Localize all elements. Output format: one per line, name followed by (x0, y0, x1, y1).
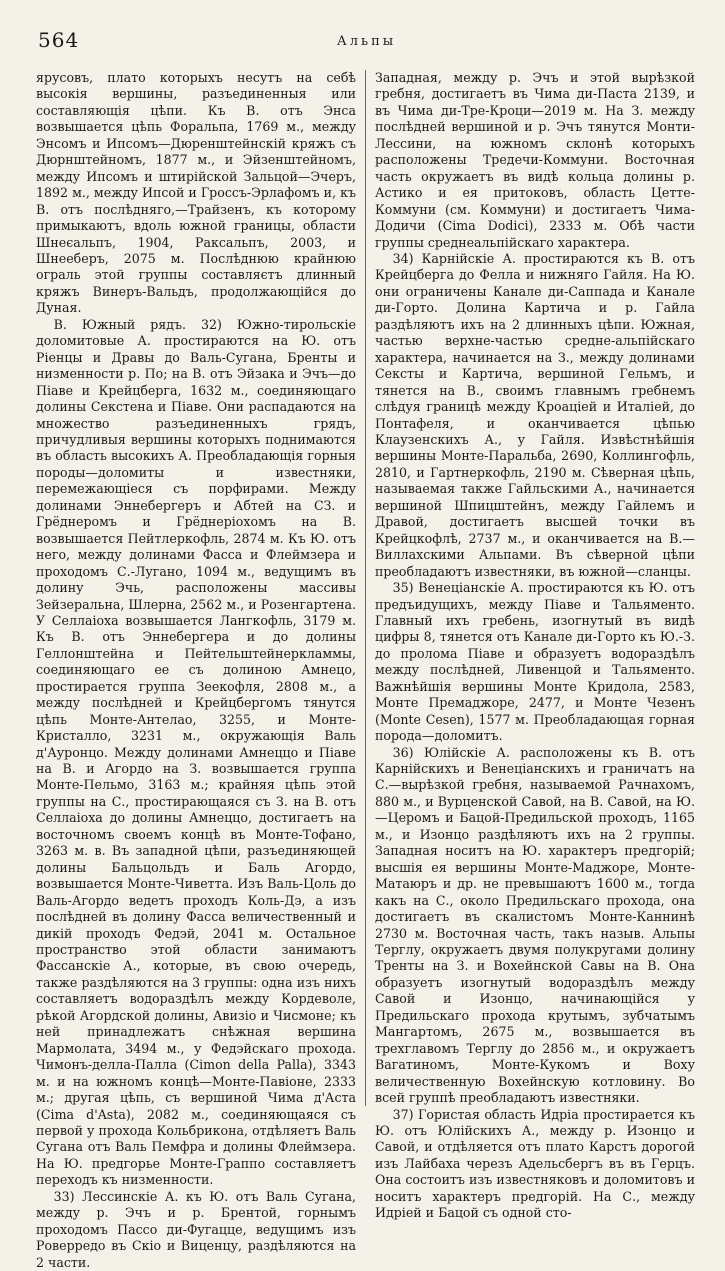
left-column (36, 70, 366, 1270)
page-number: 564 (38, 28, 80, 52)
text-columns (36, 70, 695, 1270)
paragraph: 33) Лессинскіе А. къ Ю. отъ Валь Сугана, между р. Эчъ и р. Брентой, горнымъ проходомъ Пассо ди-Фугацце, ведущимъ изъ Роверредо въ Скіо и Виценцу, раздѣляются на 2 части. (36, 1188, 356, 1270)
right-column (366, 70, 695, 1221)
paragraph: В. Южный рядъ. 32) Южно-тирольскіе доломитовые А. простираются на Ю. отъ Ріенцы и Дравы до Валь-Сугана, Бренты и низменности р. По; на В. отъ Эйзака и Эчъ—до Піаве и Крейцберга, 1632 м., соединяющаго долины Секстена и Піаве. Они распадаются на множество разъединенныхъ грядъ, причудливыя вершины которыхъ поднимаются въ область высокихъ А. Преобладающія горныя породы—доломиты и известняки, перемежающіеся съ порфирами. Между долинами Эннебергеръ и Абтей на СЗ. и Грёднеромъ и Грёднеріохомъ на В. возвышается Пейтлеркофль, 2874 м. Къ Ю. отъ него, между долинами Фасса и Флеймзера и проходомъ С.-Лугано, 1094 м., ведущимъ въ долину Эчь, расположены массивы Зейзеральна, Шлерна, 2562 м., и Розенгартена. У Селлаіоха возвышается Лангкофль, 3179 м. Къ В. отъ Эннебергера и до долины Геллонштейна и Пейтельштейнеркламмы, соединяющаго ее съ долиною Амнецо, простирается группа Зеекофля, 2808 м., а между послѣдней и Крейцбергомъ тянутся цѣпь Монте-Антелао, 3255, и Монте-Кристалло, 3231 м., окружающія Валь д'Ауронцо. Между долинами Амнеццо и Піаве на В. и Агордо на З. возвышается группа Монте-Пельмо, 3163 м.; крайняя цѣпь этой группы на С., простирающаяся съ З. на В. отъ Селлаіоха до долины Амнеццо, достигаетъ на восточномъ своемъ концѣ въ Монте-Тофано, 3263 м. в. Въ западной цѣпи, разъединяющей долины Бальцольдъ и Баль Агордо, возвышается Монте-Чиветта. Изъ Валь-Цоль до Валь-Агордо ведетъ проходъ Коль-Дэ, а изъ послѣдней въ долину Фасса величественный и дикій проходъ Федэй, 2041 м. Остальное пространство этой области занимаютъ Фассанскіе А., которые, въ свою очередь, также раздѣляются на 3 группы: одна изъ нихъ составляетъ водораздѣлъ между Кордеволе, рѣкой Агордской долины, Авизіо и Чисмоне; къ ней принадлежатъ снѣжная вершина Мармолата, 3494 м., у Федэйскаго прохода. Чимонъ-делла-Палла (Cimon della Palla), 3343 м. и на южномъ концѣ—Монте-Павіоне, 2333 м.; другая цѣпь, съ вершиной Чима д'Аста (Cima d'Asta), 2082 м., соединяющаяся съ первой у прохода Кольбрикона, отдѣляетъ Валь Сугана отъ Валь Пемфра и долины Флеймзера. На Ю. предгорье Монте-Граппо составляетъ переходъ къ низменности. (36, 316, 356, 1188)
paragraph: Западная, между р. Эчъ и этой вырѣзкой гребня, достигаетъ въ Чима ди-Паста 2139, и въ Чима ди-Тре-Кроци—2019 м. На З. между послѣдней вершиной и р. Эчъ тянутся Монти-Лессини, на южномъ склонѣ которыхъ расположены Тредечи-Коммуни. Восточная часть окружаетъ въ видѣ кольца долины р. Астико и ея притоковъ, область Цетте-Коммуни (см. Коммуни) и достигаетъ Чима-Додичи (Cima Dodici), 2333 м. Обѣ части группы среднеальпійскаго характера. (375, 70, 695, 250)
running-title: Альпы (336, 34, 397, 49)
paragraph: 34) Карнійскіе А. простираются къ В. отъ Крейцберга до Фелла и нижняго Гайля. На Ю. они ограничены Канале ди-Саппада и Канале ди-Горто. Долина Картича и р. Гайла раздѣляютъ ихъ на 2 длинныхъ цѣпи. Южная, частью верхне-частью средне-альпійскаго характера, начинается на З., между долинами Сексты и Картича, вершиной Гельмъ, и тянется на В., своимъ главнымъ гребнемъ слѣдуя границѣ между Кроаціей и Италіей, до Понтафеля, и оканчивается цѣпью Клаузенскихъ А., у Гайля. Извѣстнѣйшія вершины Монте-Паральба, 2690, Коллингофль, 2810, и Гартнеркофль, 2190 м. Сѣверная цѣпь, называемая также Гайльскими А., начинается вершиной Шпицштейнъ, между Гайлемъ и Дравой, достигаетъ высшей точки въ Крейцкофлѣ, 2737 м., и оканчивается на В.—Виллахскими Альпами. Въ сѣверной цѣпи преобладаютъ известняки, въ южной—сланцы. (375, 250, 695, 579)
paragraph: 36) Юлійскіе А. расположены къ В. отъ Карнійскихъ и Венеціанскихъ и граничатъ на С.—вырѣзкой гребня, называемой Рачнахомъ, 880 м., и Вурценской Савой, на В. Савой, на Ю.—Церомъ и Бацой-Предильской проходъ, 1165 м., и Изонцо раздѣляютъ ихъ на 2 группы. Западная носитъ на Ю. характеръ предгорій; высшія ея вершины Монте-Маджоре, Монте-Матаюръ и др. не превышаютъ 1600 м., тогда какъ на С., около Предильскаго прохода, она достигаетъ въ скалистомъ Монте-Каннинѣ 2730 м. Восточная часть, такъ назыв. Альпы Терглу, окружаетъ двумя полукругами долину Тренты на З. и Вохейнской Савы на В. Она образуетъ изогнутый водораздѣлъ между Савой и Изонцо, начинающійся у Предильскаго прохода крутымъ, зубчатымъ Мангартомъ, 2675 м., возвышается въ трехглавомъ Терглу до 2856 м., и окружаетъ Вагатиномъ, Монте-Кукомъ и Воху величественную Вохейнскую котловину. Во всей группѣ преобладаютъ известняки. (375, 744, 695, 1106)
paragraph: ярусовъ, плато которыхъ несутъ на себѣ высокія вершины, разъединенныя или составляющія цѣпи. Къ В. отъ Энса возвышается цѣпь Форальпа, 1769 м., между Энсомъ и Ипсомъ—Дюренштейнскій кряжъ съ Дюрнштейномъ, 1877 м., и Эйзенштейномъ, между Ипсомъ и штирійской Зальцой—Эчеръ, 1892 м., между Ипсой и Гроссъ-Эрлафомъ и, къ В. отъ послѣдняго,—Трайзенъ, къ которому примыкаютъ, вдоль южной границы, области Шнеєальпъ, 1904, Раксальпъ, 2003, и Шнееберъ, 2075 м. Послѣднюю крайнюю ограль этой группы составляєтъ длинный кряжъ Винеръ-Вальдъ, продолжающійся до Дуная. (36, 70, 356, 316)
page-header (38, 28, 695, 62)
paragraph: 35) Венеціанскіе А. простираются къ Ю. отъ предъидущихъ, между Піаве и Тальяменто. Главный ихъ гребень, изогнутый въ видѣ цифры 8, тянется отъ Канале ди-Горто къ Ю.-З. до пролома Піаве и образуетъ водораздѣлъ между послѣдней, Ливенцой и Тальяменто. Важнѣйшія вершины Монте Кридола, 2583, Монте Премаджоре, 2477, и Монте Чезенъ (Monte Cesen), 1577 м. Преобладающая горная порода—доломитъ. (375, 580, 695, 744)
paragraph: 37) Гористая область Идріа простирается къ Ю. отъ Юлійскихъ А., между р. Изонцо и Савой, и отдѣляется отъ плато Карстъ дорогой изъ Лайбаха черезъ Адельсбергъ въ въ Герцъ. Она состоитъ изъ известняковъ и доломитовъ и носитъ характеръ предгорій. На С., между Идріей и Бацой съ одной сто- (375, 1106, 695, 1221)
